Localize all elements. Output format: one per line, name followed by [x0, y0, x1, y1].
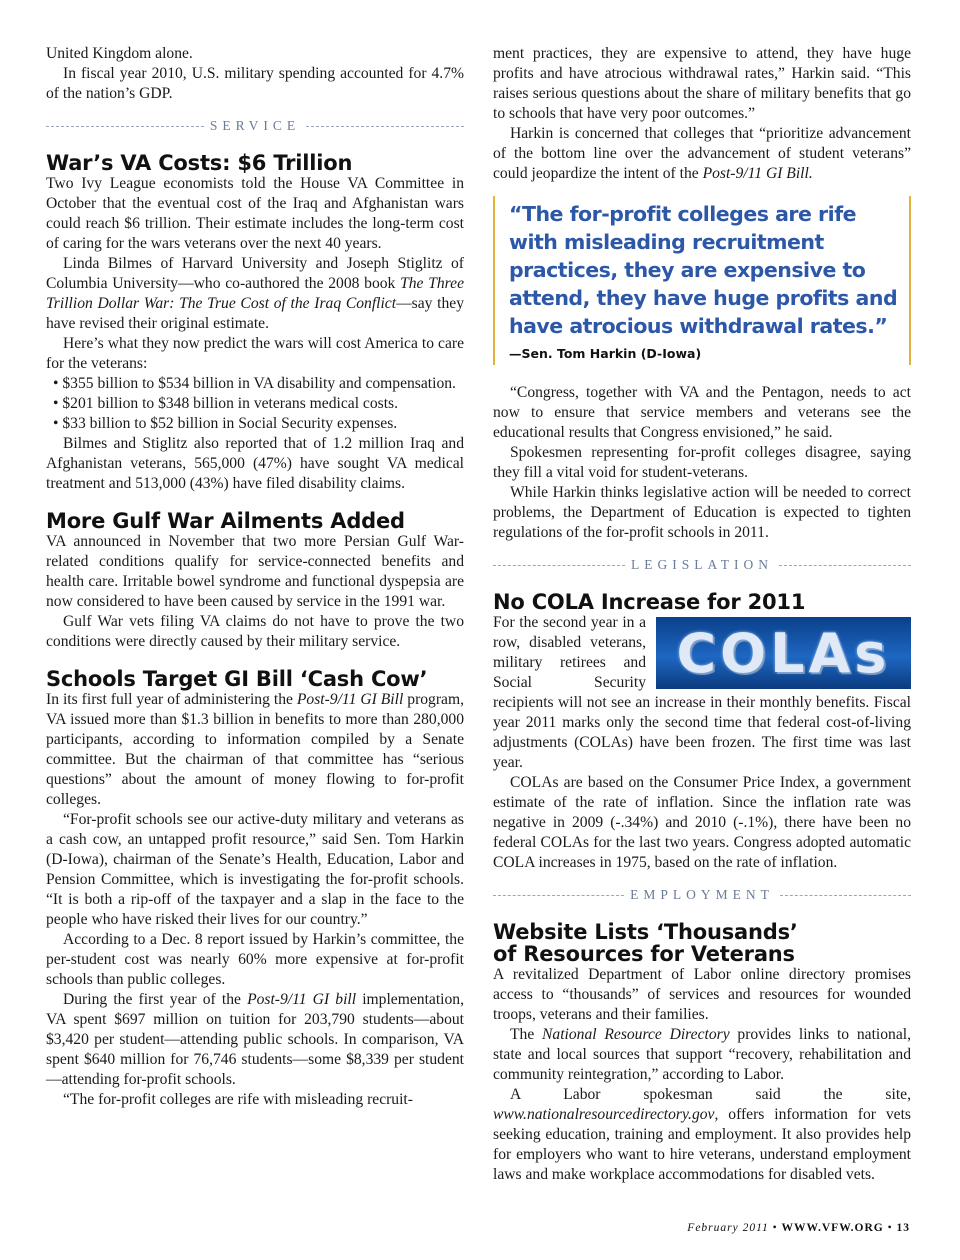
list-item: • $355 billion to $534 billion in VA disability and compensation.: [46, 374, 464, 394]
paragraph: Harkin is concerned that colleges that “prioritize advancement of the bottom line over the advancement of student veterans” could jeopardize the intent of the Post-9/11 GI Bill.: [493, 125, 911, 182]
paragraph: Bilmes and Stiglitz also reported that of 1.2 million Iraq and Afghanistan veterans, 565,000 (47%) have sought VA medical treatment and 513,000 (43%) have filed disability claims.: [46, 435, 464, 492]
paragraph: ment practices, they are expensive to attend, they have huge profits and have atrocious withdrawal rates,” Harkin said. “This raises serious questions about the share of military benefits that go to schools that have very poor outcomes.”: [493, 45, 911, 122]
book-title: The Three Trillion Dollar War: The True Cost of the Iraq Conflict: [46, 275, 465, 312]
paragraph: Linda Bilmes of Harvard University and Joseph Stiglitz of Columbia University—who co-authored the 2008 book The Three Trillion Dollar War: The True Cost of the Iraq Conflict—say they have revised their original estimate.: [46, 255, 465, 332]
section-divider-legislation: [493, 555, 911, 575]
section-divider-employment: [493, 885, 911, 905]
paragraph: “For-profit schools see our active-duty military and veterans as a cash cow, an untapped profit resource,” said Sen. Tom Harkin (D-Iowa), chairman of the Senate’s Health, Education, Labor and Pension Committee, which is investigating the for-profit schools. “It is both a rip-off of the taxpayer and a slap in the face to the people who have risked their lives for our country.”: [46, 811, 464, 928]
paragraph: “Congress, together with VA and the Pentagon, needs to act now to ensure that service members and veterans see the educational results that Congress envisioned,” he said.: [493, 384, 911, 441]
paragraph: VA announced in November that two more Persian Gulf War-related conditions qualify for service-connected benefits and health care. Irritable bowel syndrome and functional dyspepsia are now considered to have been caused by service in the 1991 war.: [46, 533, 464, 610]
paragraph: COLAs are based on the Consumer Price Index, a government estimate of the rate of inflation. Since the inflation rate was negative in 2009 (-.34%) and 2010 (-.1%), there have been no federal COLAs for the last two years. Congress adopted automatic COLA increases in 1975, based on the rate of inflation.: [493, 774, 911, 871]
colas-image: [656, 617, 911, 689]
website-link[interactable]: www.nationalresourcedirectory.gov: [493, 1106, 715, 1123]
pull-quote: [493, 196, 911, 365]
paragraph: While Harkin thinks legislative action will be needed to correct problems, the Department of Education is expected to tighten regulations of the for-profit schools in 2011.: [493, 484, 911, 541]
page-number: 13: [896, 1222, 910, 1234]
paragraph: “The for-profit colleges are rife with misleading recruit-: [63, 1091, 413, 1108]
paragraph: During the first year of the Post-9/11 GI bill implementation, VA spent $697 million on tuition for 203,790 students—about $3,420 per student—attending public schools. In comparison, VA spent $640 million for 76,746 students—some $8,339 per student—attending for-profit schools.: [46, 991, 464, 1088]
site-url[interactable]: WWW.VFW.ORG: [781, 1222, 884, 1234]
section-label: SERVICE: [209, 118, 301, 133]
paragraph: For the second year in a row, disabled veterans, military retirees and Social Security recipients will not see an increase in their monthly benefits. Fiscal year 2011 marks only the second time that federal cost-of-living adjustments (COLAs) have been frozen. The first time was last year.: [493, 614, 911, 771]
paragraph: According to a Dec. 8 report issued by Harkin’s committee, the per-student cost was nearly 60% more expensive at for-profit schools than public colleges.: [46, 931, 464, 988]
paragraph: A revitalized Department of Labor online directory promises access to “thousands” of services and resources for wounded troops, veterans and their families.: [493, 966, 911, 1023]
article-title: Schools Target GI Bill ‘Cash Cow’: [46, 667, 428, 691]
pull-quote-text: “The for-profit colleges are rife with misleading recruitment practices, they are expensive to attend, they have huge profits and have atrocious withdrawal rates.”: [509, 202, 898, 338]
left-column: [46, 44, 464, 1110]
section-label: EMPLOYMENT: [630, 887, 774, 902]
paragraph: The National Resource Directory provides links to national, state and local sources that support “recovery, rehabilitation and community reintegration,” according to Labor.: [493, 1026, 911, 1083]
paragraph: Spokesmen representing for-profit colleges disagree, saying they fill a vital void for student-veterans.: [493, 444, 911, 481]
separator: •: [887, 1222, 893, 1234]
paragraph: Two Ivy League economists told the House VA Committee in October that the eventual cost of the Iraq and Afghanistan wars could reach $6 trillion. Their estimate includes the long-term cost of caring for the wars veterans over the next 40 years.: [46, 175, 464, 252]
list-item: • $33 billion to $52 billion in Social Security expenses.: [46, 414, 464, 434]
section-divider-service: [46, 116, 464, 136]
cost-list: [46, 374, 464, 434]
paragraph: In its first full year of administering the Post-9/11 GI Bill program, VA issued more than $1.3 billion in benefits to more than 280,000 participants, according to information compiled by a Senate committee. But the chairman of that committee has “serious questions” about the amount of money flowing to for-profit colleges.: [46, 691, 464, 808]
paragraph: Here’s what they now predict the wars will cost America to care for the veterans:: [46, 335, 464, 372]
page-footer: [687, 1222, 910, 1234]
colas-image-text: COLAs: [676, 621, 891, 685]
separator: •: [772, 1222, 778, 1234]
paragraph: A Labor spokesman said the site, www.nationalresourcedirectory.gov, offers information for vets seeking education, training and employment. It also provides help for employers who want to hire veterans, understand employment laws and make workplace accommodations for disabled vets.: [493, 1086, 911, 1183]
article-title: Website Lists ‘Thousands’ of Resources for Veterans: [493, 920, 798, 966]
paragraph: In fiscal year 2010, U.S. military spending accounted for 4.7% of the nation’s GDP.: [46, 65, 464, 102]
article-title: No COLA Increase for 2011: [493, 590, 806, 614]
paragraph: Gulf War vets filing VA claims do not have to prove the two conditions were directly caused by their military service.: [46, 613, 464, 650]
article-title: War’s VA Costs: $6 Trillion: [46, 151, 353, 175]
section-label: LEGISLATION: [631, 557, 773, 572]
issue-date: February 2011: [687, 1222, 769, 1234]
list-item: • $201 billion to $348 billion in veterans medical costs.: [46, 394, 464, 414]
paragraph: United Kingdom alone.: [46, 45, 193, 62]
pull-quote-attribution: —Sen. Tom Harkin (D-Iowa): [509, 346, 702, 361]
right-column: [493, 44, 911, 1185]
article-title: More Gulf War Ailments Added: [46, 509, 405, 533]
